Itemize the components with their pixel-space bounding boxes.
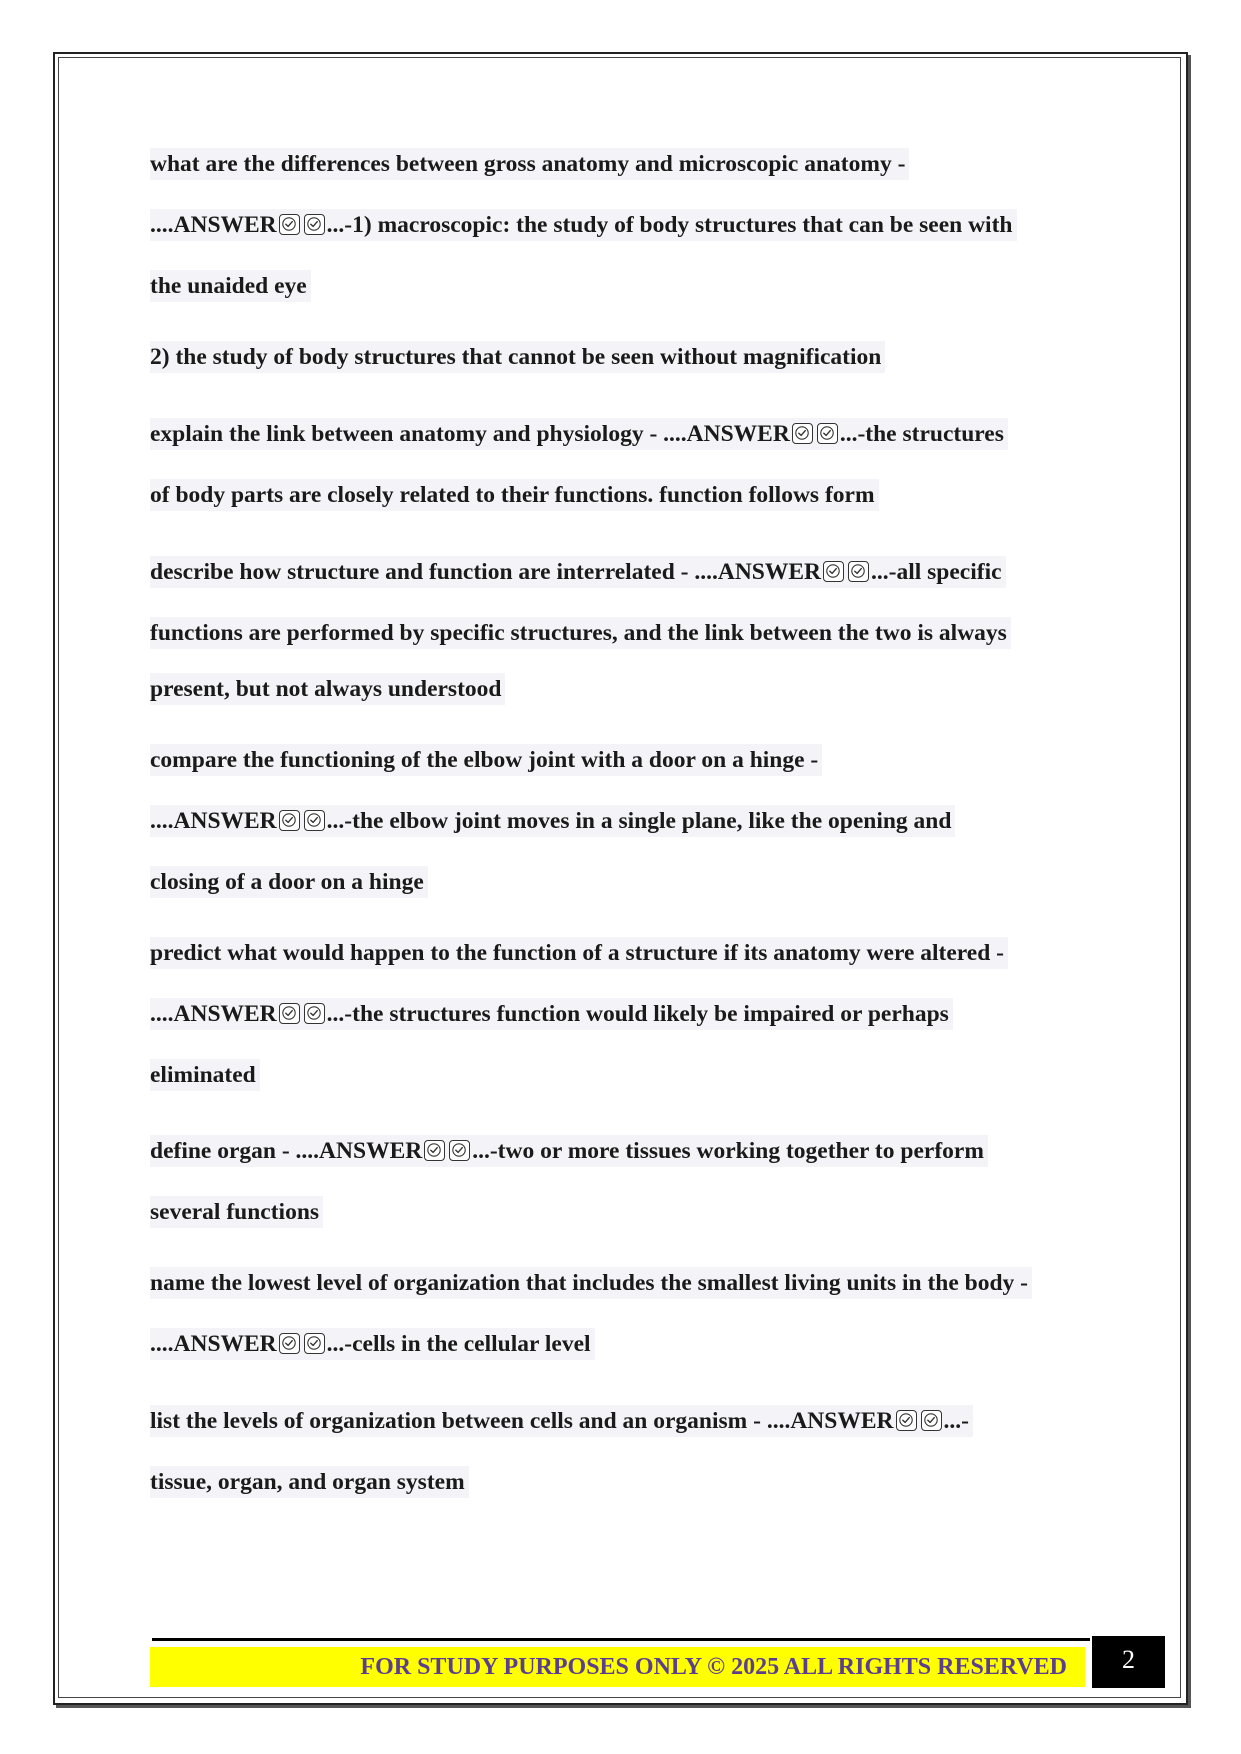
answer-text: ...-the structures [839,421,1004,447]
text-line [150,556,1006,588]
answer-text: ...-cells in the cellular level [326,1331,591,1357]
answer-text: ...-two or more tissues working together to perform [472,1138,984,1164]
checkmark-icon [279,1333,300,1354]
line-text: ....ANSWER [150,1331,277,1357]
page-number: 2 [1092,1636,1165,1688]
checkmark-icon [279,1003,300,1024]
checkmark-icon [848,561,869,582]
text-line [150,866,428,898]
line-text: describe how structure and function are interrelated - ....ANSWER [150,559,822,585]
line-text: closing of a door on a hinge [150,869,424,895]
line-text: define organ - ....ANSWER [150,1138,423,1164]
checkmark-icon [817,423,838,444]
line-text: functions are performed by specific structures, and the link between the two is always [150,620,1007,646]
checkmark-icon [823,561,844,582]
line-text: what are the differences between gross anatomy and microscopic anatomy - [150,151,906,177]
line-text: ....ANSWER [150,1001,277,1027]
text-line [150,1059,260,1091]
line-text: tissue, organ, and organ system [150,1469,465,1495]
text-line [150,1328,595,1360]
text-line [150,617,1011,649]
checkmark-icon [792,423,813,444]
text-line [150,1405,973,1437]
line-text: of body parts are closely related to their functions. function follows form [150,482,875,508]
checkmark-icon [304,1003,325,1024]
text-line [150,673,505,705]
line-text: present, but not always understood [150,676,502,702]
text-line [150,1267,1032,1299]
checkmark-icon [896,1410,917,1431]
answer-text: ...-all specific [871,559,1002,585]
answer-text: ...-the structures function would likely be impaired or perhaps [326,1001,949,1027]
line-text: ....ANSWER [150,808,277,834]
checkmark-icon [304,1333,325,1354]
text-line [150,209,1017,241]
answer-text: ...-the elbow joint moves in a single plane, like the opening and [326,808,952,834]
text-line [150,937,1008,969]
line-text: compare the functioning of the elbow joint with a door on a hinge - [150,747,819,773]
line-text: 2) the study of body structures that cannot be seen without magnification [150,344,882,370]
text-line [150,270,311,302]
line-text: explain the link between anatomy and physiology - ....ANSWER [150,421,790,447]
footer-rule [152,1638,1090,1641]
line-text: several functions [150,1199,320,1225]
text-line [150,341,885,373]
checkmark-icon [279,810,300,831]
footer-notice: FOR STUDY PURPOSES ONLY © 2025 ALL RIGHTS RESERVED [150,1647,1085,1687]
text-line [150,805,955,837]
checkmark-icon [304,810,325,831]
text-line [150,418,1008,450]
line-text: list the levels of organization between cells and an organism - ....ANSWER [150,1408,894,1434]
text-line [150,1196,323,1228]
text-line [150,744,822,776]
checkmark-icon [304,214,325,235]
text-line [150,1135,988,1167]
text-line [150,148,909,180]
text-line [150,1466,469,1498]
text-line [150,479,879,511]
checkmark-icon [449,1140,470,1161]
text-line [150,998,953,1030]
checkmark-icon [424,1140,445,1161]
line-text: ....ANSWER [150,212,277,238]
line-text: name the lowest level of organization that includes the smallest living units in the body - [150,1270,1028,1296]
checkmark-icon [921,1410,942,1431]
checkmark-icon [279,214,300,235]
answer-text: ...-1) macroscopic: the study of body structures that can be seen with [326,212,1013,238]
line-text: predict what would happen to the function of a structure if its anatomy were altered - [150,940,1005,966]
line-text: the unaided eye [150,273,307,299]
answer-text: ...- [943,1408,969,1434]
line-text: eliminated [150,1062,256,1088]
